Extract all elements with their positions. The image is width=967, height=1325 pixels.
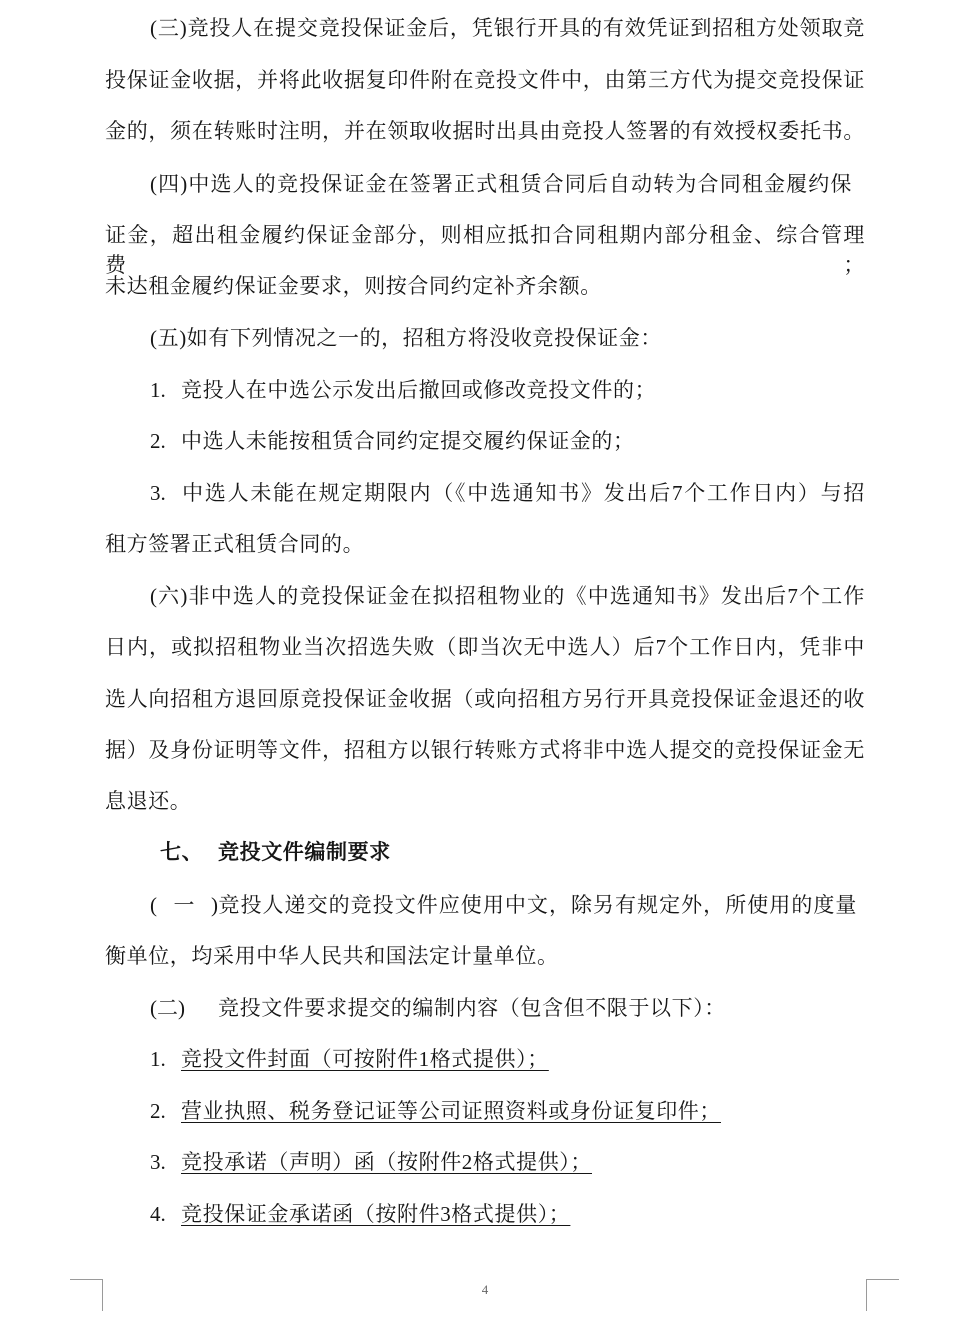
- corner-mark-right-vertical: [866, 1279, 867, 1311]
- paragraph-line: 日内，或拟招租物业当次招选失败（即当次无中选人）后7个工作日内，凭非中: [105, 635, 865, 659]
- list-number: 4.: [150, 1202, 166, 1226]
- item-label: (二): [150, 996, 185, 1020]
- corner-mark-left-vertical: [102, 1279, 103, 1311]
- document-list-item: [150, 1199, 865, 1229]
- list-item: [150, 478, 865, 508]
- paragraph-line: (三)竞投人在提交竞投保证金后，凭银行开具的有效凭证到招租方处领取竞: [150, 16, 865, 40]
- paragraph-line: 据）及身份证明等文件，招租方以银行转账方式将非中选人提交的竞投保证金无: [105, 738, 865, 762]
- corner-mark-right-horizontal: [866, 1279, 899, 1280]
- paragraph-line: 未达租金履约保证金要求，则按合同约定补齐余额。: [105, 274, 602, 298]
- list-item-text: 竞投文件封面（可按附件1格式提供）；: [181, 1047, 549, 1071]
- paragraph-line: (六)非中选人的竞投保证金在拟招租物业的《中选通知书》发出后7个工作: [150, 584, 865, 608]
- paragraph-line: 证金，超出租金履约保证金部分，则相应抵扣合同租期内部分租金、综合管理费；: [105, 223, 865, 277]
- section-title: 竞投文件编制要求: [218, 841, 391, 864]
- list-number: 3.: [150, 481, 166, 505]
- list-item-text: 营业执照、税务登记证等公司证照资料或身份证复印件；: [181, 1099, 721, 1123]
- list-item-text: 竞投人在中选公示发出后撤回或修改竞投文件的；: [181, 378, 657, 402]
- page-number: 4: [481, 1282, 489, 1297]
- section-number: 七、: [160, 841, 204, 864]
- list-item-text: 中选人未能在规定期限内（《中选通知书》发出后7个工作日内）与招: [181, 481, 865, 505]
- document-list-item: [150, 1044, 865, 1074]
- paragraph-line: [150, 890, 857, 920]
- paragraph-line: 选人向招租方退回原竞投保证金收据（或向招租方另行开具竞投保证金退还的收: [105, 687, 865, 711]
- list-item: [150, 426, 865, 456]
- paragraph-line: (五)如有下列情况之一的，招租方将没收竞投保证金：: [150, 326, 662, 350]
- paragraph-line: 租方签署正式租赁合同的。: [105, 532, 365, 556]
- item-label: (一): [150, 893, 218, 917]
- paragraph-line: 息退还。: [105, 789, 192, 813]
- document-list-item: [150, 1147, 865, 1177]
- list-number: 1.: [150, 378, 166, 402]
- list-number: 2.: [150, 1099, 166, 1123]
- paragraph-line: 投保证金收据，并将此收据复印件附在竞投文件中，由第三方代为提交竞投保证: [105, 68, 865, 92]
- list-number: 3.: [150, 1150, 166, 1174]
- section-heading: [160, 838, 760, 868]
- list-number: 2.: [150, 429, 166, 453]
- paragraph-line: (四)中选人的竞投保证金在签署正式租赁合同后自动转为合同租金履约保: [150, 172, 852, 196]
- corner-mark-left-horizontal: [70, 1279, 103, 1280]
- list-number: 1.: [150, 1047, 166, 1071]
- list-item-text: 竞投承诺（声明）函（按附件2格式提供）；: [181, 1150, 592, 1174]
- document-list-item: [150, 1096, 865, 1126]
- paragraph-line: [150, 993, 865, 1023]
- item-text: 竞投文件要求提交的编制内容（包含但不限于以下）：: [218, 996, 726, 1020]
- list-item-text: 中选人未能按租赁合同约定提交履约保证金的；: [181, 429, 635, 453]
- paragraph-line: 衡单位，均采用中华人民共和国法定计量单位。: [105, 944, 559, 968]
- list-item: [150, 375, 865, 405]
- list-item-text: 竞投保证金承诺函（按附件3格式提供）；: [181, 1202, 571, 1226]
- item-text: 竞投人递交的竞投文件应使用中文，除另有规定外，所使用的度量: [218, 893, 857, 917]
- paragraph-line: 金的，须在转账时注明，并在领取收据时出具由竞投人签署的有效授权委托书。: [105, 119, 865, 143]
